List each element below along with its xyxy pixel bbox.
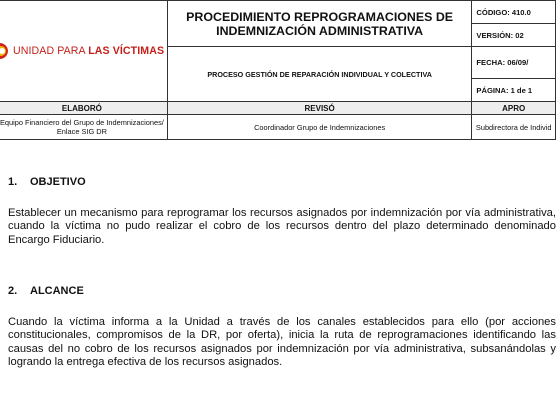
document-title: PROCEDIMIENTO REPROGRAMACIONES DE INDEMNIZACIÓN ADMINISTRATIVA: [167, 1, 472, 47]
section-title-alcance: [8, 285, 84, 297]
logo-text: UNIDAD PARA LAS VÍCTIMAS: [13, 45, 165, 57]
reviso-value: Coordinador Grupo de Indemnizaciones: [167, 115, 472, 140]
section-heading: ALCANCE: [30, 285, 84, 297]
logo-cell: [0, 1, 167, 102]
section-heading: OBJETIVO: [30, 176, 86, 188]
aprobo-label: APRO: [472, 102, 556, 115]
process-name: PROCESO GESTIÓN DE REPARACIÓN INDIVIDUAL Y COLECTIVA: [167, 47, 472, 102]
aprobo-value: Subdirectora de Individ: [472, 115, 556, 140]
fecha-field: FECHA: 06/09/: [472, 47, 556, 79]
reviso-label: REVISÓ: [167, 102, 472, 115]
codigo-field: CÓDIGO: 410.0: [472, 1, 556, 24]
pagina-field: PÁGINA: 1 de 1: [472, 79, 556, 102]
document-header-table: [0, 0, 556, 140]
section-number: 2.: [8, 285, 18, 297]
version-field: VERSIÓN: 02: [472, 24, 556, 47]
logo-emblem-icon: [0, 43, 8, 59]
elaboro-label: ELABORÓ: [0, 102, 167, 115]
section-title-objetivo: [8, 176, 86, 188]
elaboro-value: Equipo Financiero del Grupo de Indemnizaciones/ Enlace SIG DR: [0, 115, 167, 140]
section-text-alcance: Cuando la víctima informa a la Unidad a través de los canales establecidos para ello (por acciones constitucionales, compromisos de la DR, por oferta), inicia la ruta de reprogramaciones identificando las causas del no cobro de los recursos asignados por indemnización por vía administrativa, subsanándolas y logrando la entrega efectiva de los recursos asignados.: [8, 316, 556, 368]
unidad-victimas-logo: [0, 43, 167, 59]
section-number: 1.: [8, 176, 18, 188]
section-text-objetivo: Establecer un mecanismo para reprogramar los recursos asignados por indemnización por vía administrativa, cuando la víctima no pudo realizar el cobro de los recursos dentro del plazo determinado denominado Encargo Fiduciario.: [8, 207, 556, 246]
